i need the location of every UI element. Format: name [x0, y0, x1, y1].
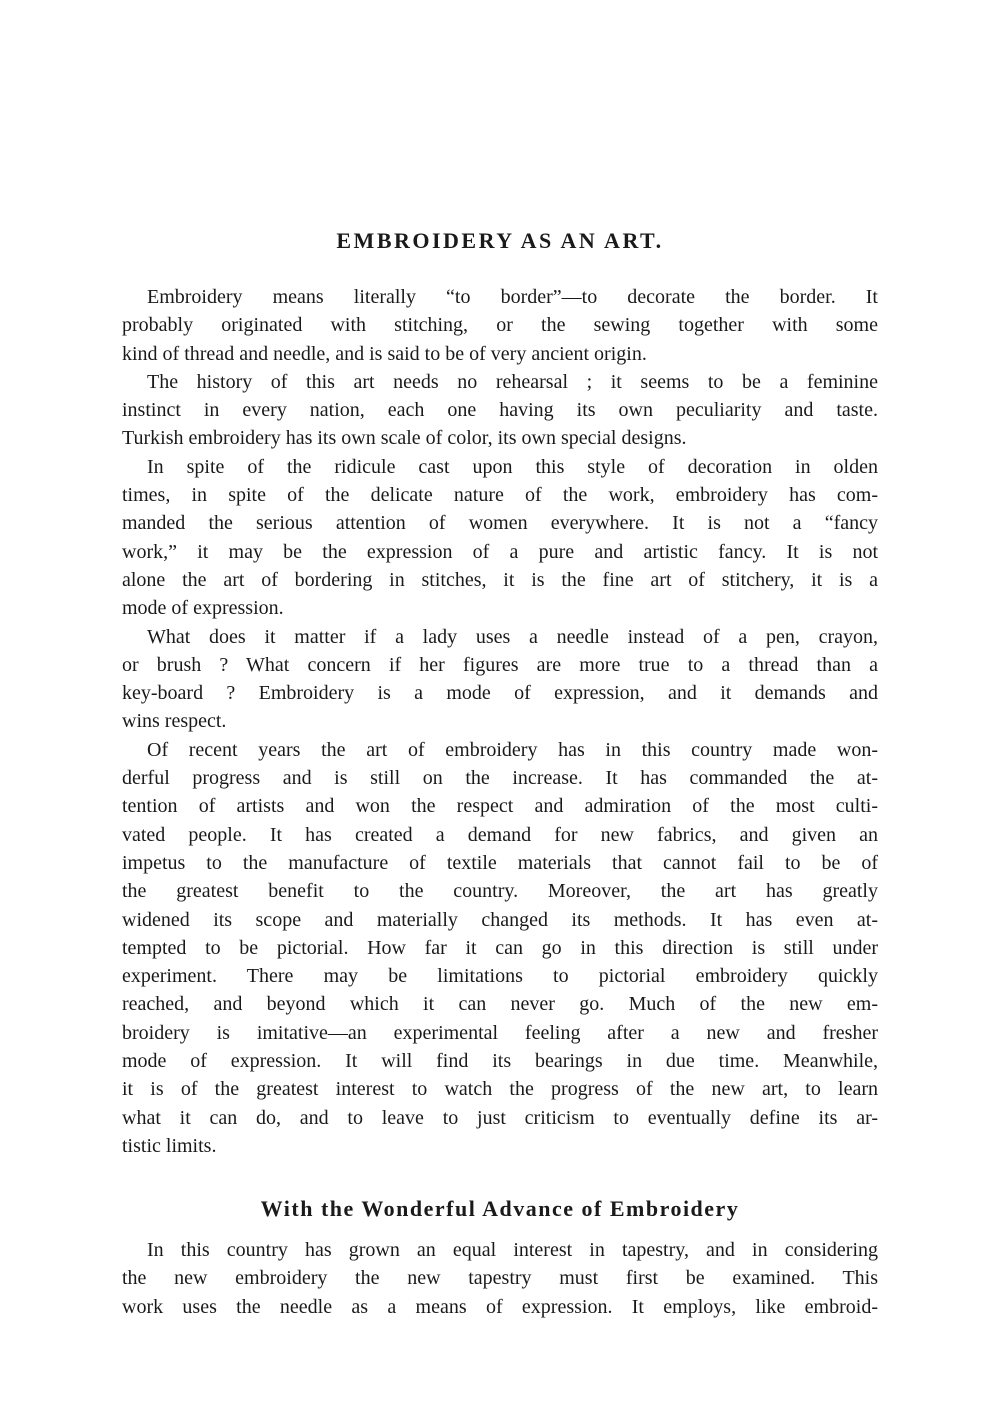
paragraph-line: kind of thread and needle, and is said to be of very ancient origin. — [122, 342, 647, 365]
paragraph-line: key-board ? Embroidery is a mode of expression, and it demands and — [122, 682, 878, 705]
paragraph-line: times, in spite of the delicate nature of the work, embroidery has com- — [122, 484, 878, 507]
paragraph-line: mode of expression. — [122, 597, 284, 620]
paragraph-line: work uses the needle as a means of expression. It employs, like embroid- — [122, 1295, 878, 1318]
paragraph-line: what it can do, and to leave to just criticism to eventually define its ar- — [122, 1106, 878, 1129]
section-body-2 — [122, 1236, 878, 1321]
paragraph-line: mode of expression. It will find its bearings in due time. Meanwhile, — [122, 1050, 878, 1073]
paragraph-line: tempted to be pictorial. How far it can go in this direction is still under — [122, 936, 878, 959]
paragraph-line: vated people. It has created a demand for new fabrics, and given an — [122, 823, 878, 846]
paragraph-line: wins respect. — [122, 710, 227, 733]
paragraph-line: reached, and beyond which it can never go. Much of the new em- — [122, 993, 878, 1016]
section-body-1 — [122, 283, 878, 1160]
paragraph-line: What does it matter if a lady uses a needle instead of a pen, crayon, — [147, 625, 878, 648]
paragraph-line: impetus to the manufacture of textile materials that cannot fail to be of — [122, 851, 878, 874]
paragraph-line: instinct in every nation, each one having its own peculiarity and taste. — [122, 399, 878, 422]
paragraph-line: In this country has grown an equal interest in tapestry, and in considering — [147, 1239, 878, 1261]
paragraph-line: alone the art of bordering in stitches, it is the fine art of stitchery, it is a — [122, 568, 878, 591]
paragraph-line: tention of artists and won the respect and admiration of the most culti- — [122, 795, 878, 818]
page-title: EMBROIDERY AS AN ART. — [336, 228, 664, 253]
paragraph-line: the new embroidery the new tapestry must first be examined. This — [122, 1267, 878, 1290]
paragraph-line: experiment. There may be limitations to pictorial embroidery quickly — [122, 965, 878, 988]
paragraph-line: probably originated with stitching, or the sewing together with some — [122, 314, 878, 337]
paragraph-line: Of recent years the art of embroidery has in this country made won- — [147, 738, 878, 761]
paragraph-line: it is of the greatest interest to watch the progress of the new art, to learn — [122, 1078, 878, 1101]
paragraph-line: Turkish embroidery has its own scale of color, its own special designs. — [122, 427, 687, 450]
paragraph-line: work,” it may be the expression of a pure and artistic fancy. It is not — [122, 540, 878, 563]
paragraph-line: tistic limits. — [122, 1134, 217, 1157]
paragraph-line: the greatest benefit to the country. Moreover, the art has greatly — [122, 880, 878, 903]
paragraph-line: manded the serious attention of women everywhere. It is not a “fancy — [122, 512, 878, 535]
section-heading: With the Wonderful Advance of Embroidery — [260, 1196, 740, 1221]
paragraph-line: The history of this art needs no rehearsal ; it seems to be a feminine — [147, 370, 878, 393]
paragraph-line: derful progress and is still on the increase. It has commanded the at- — [122, 767, 878, 790]
paragraph-line: Embroidery means literally “to border”—to decorate the border. It — [147, 286, 878, 308]
paragraph-line: broidery is imitative—an experimental feeling after a new and fresher — [122, 1021, 878, 1044]
paragraph-line: or brush ? What concern if her figures are more true to a thread than a — [122, 653, 878, 676]
paragraph-line: In spite of the ridicule cast upon this style of decoration in olden — [147, 455, 878, 478]
paragraph-line: widened its scope and materially changed its methods. It has even at- — [122, 908, 878, 931]
